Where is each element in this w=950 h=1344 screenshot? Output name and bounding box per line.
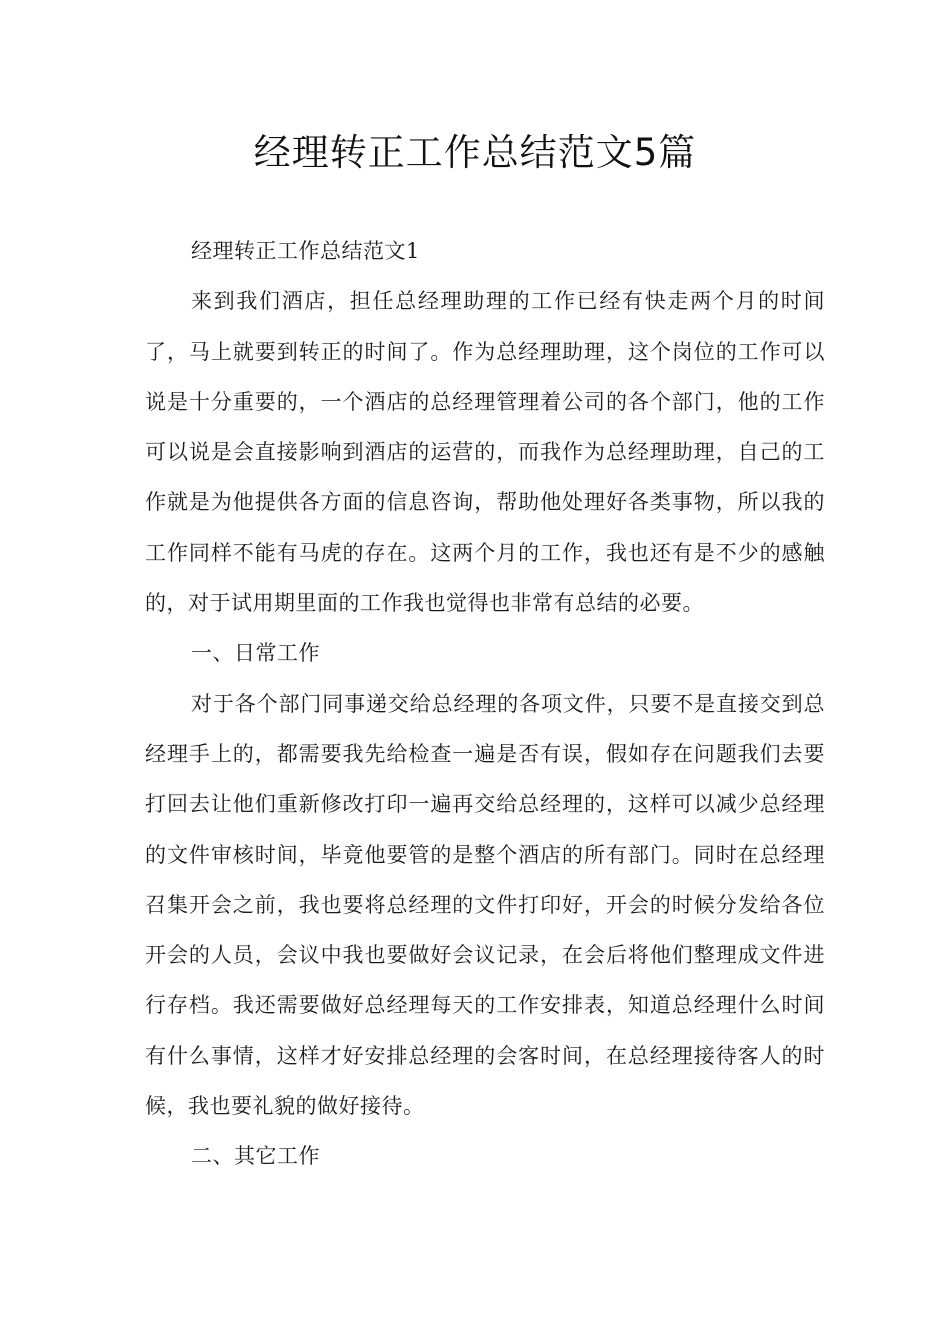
paragraph-daily-work: 对于各个部门同事递交给总经理的各项文件，只要不是直接交到总经理手上的，都需要我先给检查一遍是否有误，假如存在问题我们去要打回去让他们重新修改打印一遍再交给总经理的，这样可以减少总经理的文件审核时间，毕竟他要管的是整个酒店的所有部门。同时在总经理召集开会之前，我也要将总经理的文件打印好，开会的时候分发给各位开会的人员，会议中我也要做好会议记录，在会后将他们整理成文件进行存档。我还需要做好总经理每天的工作安排表，知道总经理什么时间有什么事情，这样才好安排总经理的会客时间，在总经理接待客人的时候，我也要礼貌的做好接待。 [145,691,825,1119]
document-title: 经理转正工作总结范文5篇 [253,131,697,174]
section-heading-1: 经理转正工作总结范文1 [191,239,420,263]
section-heading-other-work: 二、其它工作 [191,1144,320,1169]
document-body [145,226,825,1182]
paragraph-intro: 来到我们酒店，担任总经理助理的工作已经有快走两个月的时间了，马上就要到转正的时间了。作为总经理助理，这个岗位的工作可以说是十分重要的，一个酒店的总经理管理着公司的各个部门，他的工作可以说是会直接影响到酒店的运营的，而我作为总经理助理，自己的工作就是为他提供各方面的信息咨询，帮助他处理好各类事物，所以我的工作同样不能有马虎的存在。这两个月的工作，我也还有是不少的感触的，对于试用期里面的工作我也觉得也非常有总结的必要。 [145,289,825,616]
section-heading-daily-work: 一、日常工作 [191,641,320,666]
